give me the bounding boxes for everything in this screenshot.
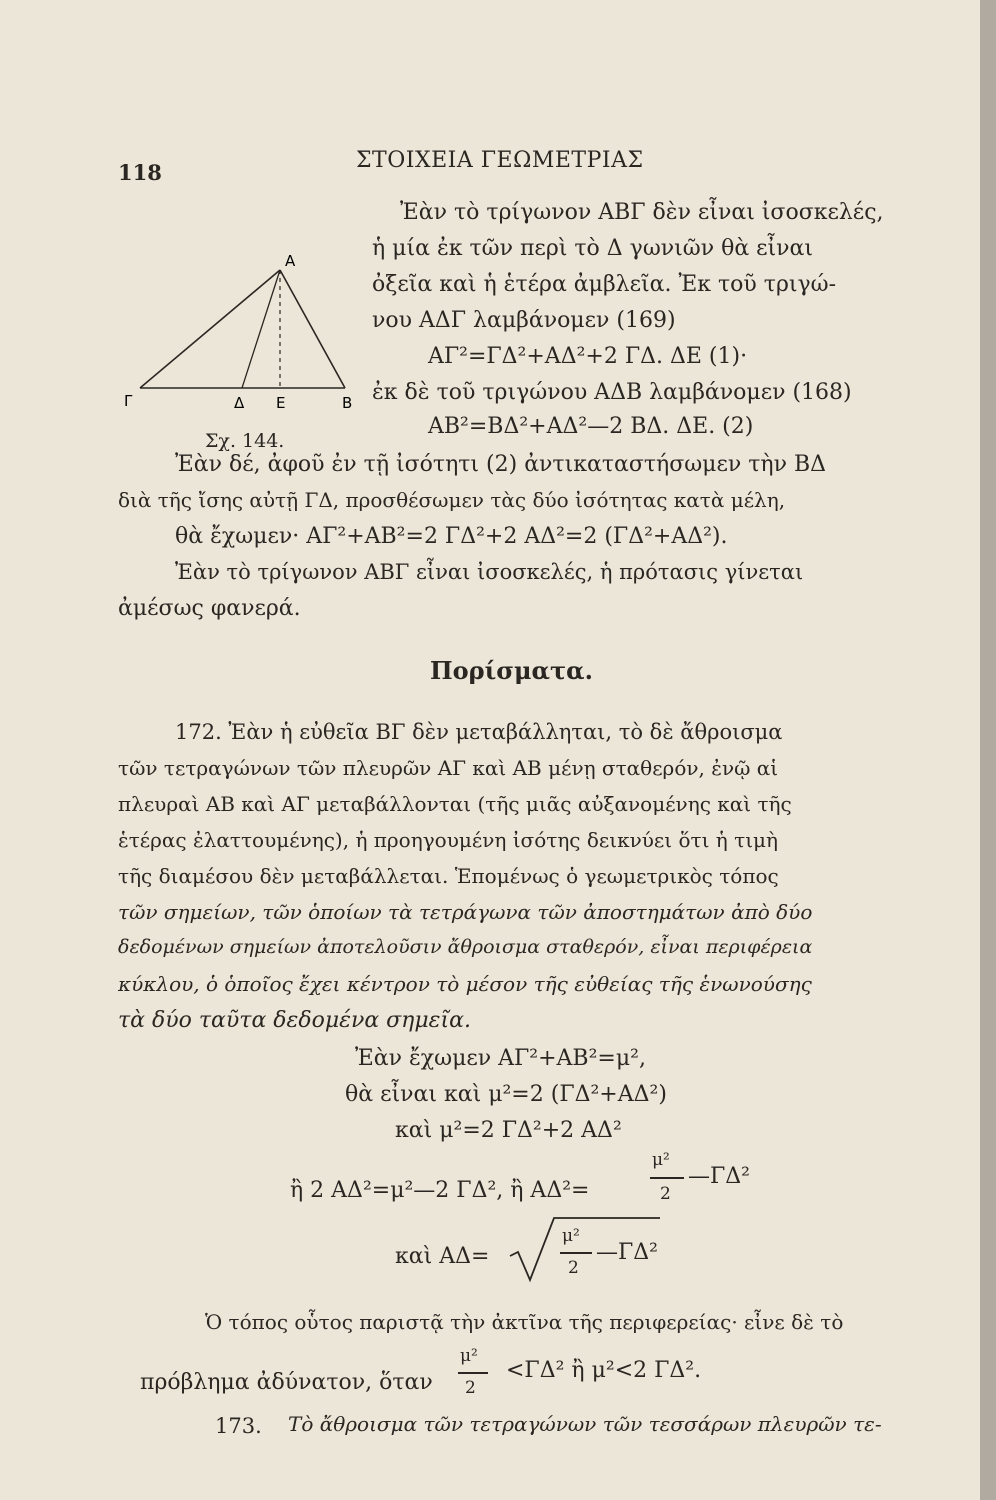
- equation-line: καὶ ΑΔ=: [395, 1244, 490, 1269]
- text-line: Ἐὰν τὸ τρίγωνον ΑΒΓ εἶναι ἰσοσκελές, ἡ πρότασις γίνεται: [175, 560, 804, 584]
- median-ad: [242, 270, 280, 388]
- paragraph-172-italic: δεδομένων σημείων ἀποτελοῦσιν ἄθροισμα σταθερόν, εἶναι περιφέρεια: [118, 936, 813, 958]
- text-line: ὀξεῖα καὶ ἡ ἑτέρα ἀμβλεῖα. Ἐκ τοῦ τριγώ-: [372, 272, 837, 297]
- label-d: Δ: [234, 394, 245, 412]
- equation-line: ἢ 2 ΑΔ²=μ²—2 ΓΔ², ἢ ΑΔ²=: [290, 1178, 590, 1203]
- side-ab: [280, 270, 345, 388]
- fraction-numerator: μ²: [460, 1346, 478, 1366]
- text-line: Ὁ τόπος οὗτος παριστᾷ τὴν ἀκτῖνα τῆς περιφερείας· εἶνε δὲ τὸ: [205, 1310, 844, 1334]
- side-ag: [140, 270, 280, 388]
- label-b: Β: [342, 394, 353, 412]
- paragraph-172-line: ἑτέρας ἐλαττουμένης), ἡ προηγουμένη ἰσότης δεικνύει ὅτι ἡ τιμὴ: [118, 828, 779, 852]
- text-line: ἐκ δὲ τοῦ τριγώνου ΑΔΒ λαμβάνομεν (168): [372, 380, 852, 405]
- paragraph-173-text: Τὸ ἄθροισμα τῶν τετραγώνων τῶν τεσσάρων πλευρῶν τε-: [288, 1412, 882, 1436]
- label-a: Α: [285, 252, 296, 270]
- page-edge: [980, 0, 996, 1500]
- equation-line: Ἐὰν ἔχωμεν ΑΓ²+ΑΒ²=μ²,: [355, 1046, 646, 1071]
- paragraph-172-line: 172. Ἐὰν ἡ εὐθεῖα ΒΓ δὲν μεταβάλληται, τὸ δὲ ἄθροισμα: [175, 720, 783, 744]
- label-e: Ε: [276, 394, 286, 412]
- running-header: ΣΤΟΙΧΕΙΑ ΓΕΩΜΕΤΡΙΑΣ: [356, 148, 644, 173]
- section-title: Πορίσματα.: [430, 656, 593, 685]
- paragraph-172-italic: κύκλου, ὁ ὁποῖος ἔχει κέντρον τὸ μέσον τῆς εὐθείας τῆς ἑνωνούσης: [118, 972, 812, 996]
- text-line: διὰ τῆς ἴσης αὐτῇ ΓΔ, προσθέσωμεν τὰς δύο ἰσότητας κατὰ μέλη,: [118, 488, 786, 512]
- text-line: ἡ μία ἐκ τῶν περὶ τὸ Δ γωνιῶν θὰ εἶναι: [372, 236, 814, 261]
- paragraph-172-line: τῆς διαμέσου δὲν μεταβάλλεται. Ἑπομένως ὁ γεωμετρικὸς τόπος: [118, 864, 779, 888]
- text-line: Ἐὰν τὸ τρίγωνον ΑΒΓ δὲν εἶναι ἰσοσκελές,: [400, 200, 884, 225]
- equation-1: ΑΓ²=ΓΔ²+ΑΔ²+2 ΓΔ. ΔΕ (1)·: [428, 344, 748, 369]
- text-line: νου ΑΔΓ λαμβάνομεν (169): [372, 308, 676, 333]
- fraction-numerator: μ²: [652, 1150, 670, 1170]
- paragraph-172-line: τῶν τετραγώνων τῶν πλευρῶν ΑΓ καὶ ΑΒ μένῃ σταθερόν, ἐνῷ αἱ: [118, 756, 779, 780]
- fraction-numerator: μ²: [562, 1226, 580, 1246]
- fraction-bar: [458, 1372, 488, 1374]
- paragraph-172-italic: τῶν σημείων, τῶν ὁποίων τὰ τετράγωνα τῶν ἀποστημάτων ἀπὸ δύο: [118, 900, 813, 924]
- label-g: Γ: [124, 392, 133, 410]
- figure-caption: Σχ. 144.: [205, 430, 285, 452]
- fraction-denominator: 2: [568, 1258, 579, 1278]
- fraction-denominator: 2: [660, 1184, 671, 1204]
- text-line: ἀμέσως φανερά.: [118, 596, 301, 621]
- paragraph-173-number: 173.: [215, 1414, 262, 1438]
- text-line: <ΓΔ² ἢ μ²<2 ΓΔ².: [506, 1358, 702, 1383]
- paragraph-172-italic: τὰ δύο ταῦτα δεδομένα σημεῖα.: [118, 1008, 471, 1033]
- text-line: θὰ ἔχωμεν· ΑΓ²+ΑΒ²=2 ΓΔ²+2 ΑΔ²=2 (ΓΔ²+ΑΔ²).: [175, 524, 728, 549]
- triangle-figure: [124, 248, 360, 448]
- paragraph-172-line: πλευραὶ ΑΒ καὶ ΑΓ μεταβάλλονται (τῆς μιᾶς αὐξανομένης καὶ τῆς: [118, 792, 792, 816]
- equation-line: καὶ μ²=2 ΓΔ²+2 ΑΔ²: [395, 1118, 622, 1143]
- page-number: 118: [118, 160, 162, 185]
- text-line: πρόβλημα ἀδύνατον, ὅταν: [140, 1370, 433, 1395]
- text-line: Ἐὰν δέ, ἀφοῦ ἐν τῇ ἰσότητι (2) ἀντικαταστήσωμεν τὴν ΒΔ: [175, 452, 827, 477]
- equation-line: —ΓΔ²: [688, 1164, 750, 1189]
- fraction-bar: [560, 1252, 592, 1254]
- fraction-denominator: 2: [465, 1378, 476, 1398]
- equation-line: θὰ εἶναι καὶ μ²=2 (ΓΔ²+ΑΔ²): [345, 1082, 667, 1107]
- fraction-bar: [650, 1177, 684, 1179]
- equation-line: —ΓΔ²: [596, 1240, 658, 1265]
- equation-2: ΑΒ²=ΒΔ²+ΑΔ²—2 ΒΔ. ΔΕ. (2): [428, 414, 754, 439]
